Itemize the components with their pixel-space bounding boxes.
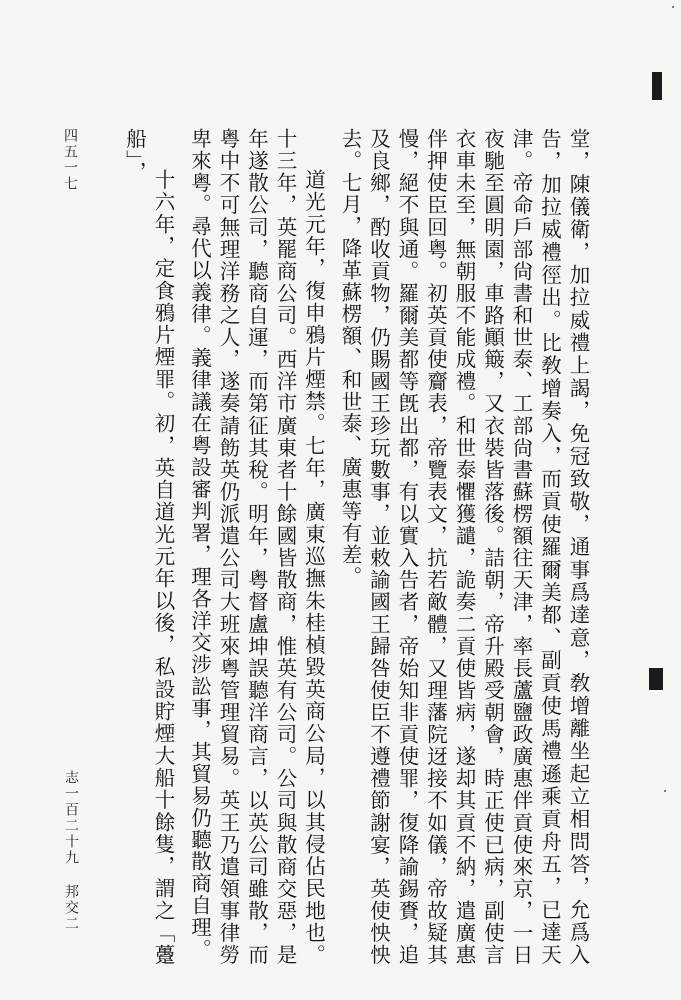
running-footer [61, 770, 81, 932]
footer-chapter: 志一百二十九 [63, 770, 79, 866]
main-text-block [88, 128, 592, 966]
margin-marker-middle [649, 668, 663, 690]
margin-marker-top [652, 72, 662, 100]
paragraph-1: 堂，陳儀衛，加拉威禮上謁，免冠致敬，通事爲達意，敎增離坐起立相問答，允爲入告，加拉威禮徑出。比敎增奏入，而貢使羅爾美都、副貢使馬禮遜乘貢舟五，已達天津。帝命戶部尙書和世泰、工部尙書蘇楞額往天津，率長蘆鹽政廣惠伴貢使來京，一日夜馳至圓明園，車路顚簸，又衣裝皆落後。詰朝，帝升殿受朝會，時正使已病，副使言衣車未至，無朝服不能成禮。和世泰懼獲譴，詭奏二貢使皆病，遂却其貢不納，遣廣惠伴押使臣回粤。初英貢使齎表，帝覽表文，抗若敵體，又理藩院迓接不如儀，帝故疑其慢，絕不與通。羅爾美都等旣出都，有以實入告者，帝始知非貢使罪，復降諭錫賚，追及良鄉，酌收貢物，仍賜國王珍玩數事，並敕諭國王歸咎使臣不遵禮節謝宴，英使怏怏去。七月，降革蘇楞額、和世泰、廣惠等有差。 [338, 128, 590, 966]
page-number: 四五一七 [62, 128, 78, 192]
paragraph-3: 十六年，定食鴉片煙罪。初，英自道光元年以後，私設貯煙大船十餘隻，謂之「躉船」， [122, 128, 175, 966]
scan-speck [672, 6, 674, 8]
paragraph-2: 道光元年，復申鴉片煙禁。七年，廣東巡撫朱桂楨毀英商公局，以其侵佔民地也。十三年，英罷商公司。西洋市廣東者十餘國皆散商，惟英有公司。公司與散商交惡，是年遂散公司，聽商自運，而第征其稅。明年，粤督盧坤誤聽洋商言，以英公司雖散，而粤中不可無理洋務之人，遂奏請飭英仍派遣公司大班來粤管理貿易。英王乃遣領事律勞卑來粤。尋代以義律。義律議在粤設審判署，理各洋交涉訟事，其貿易仍聽散商自理。 [187, 128, 326, 966]
scan-speck [664, 790, 666, 792]
footer-section: 邦交二 [63, 884, 79, 932]
